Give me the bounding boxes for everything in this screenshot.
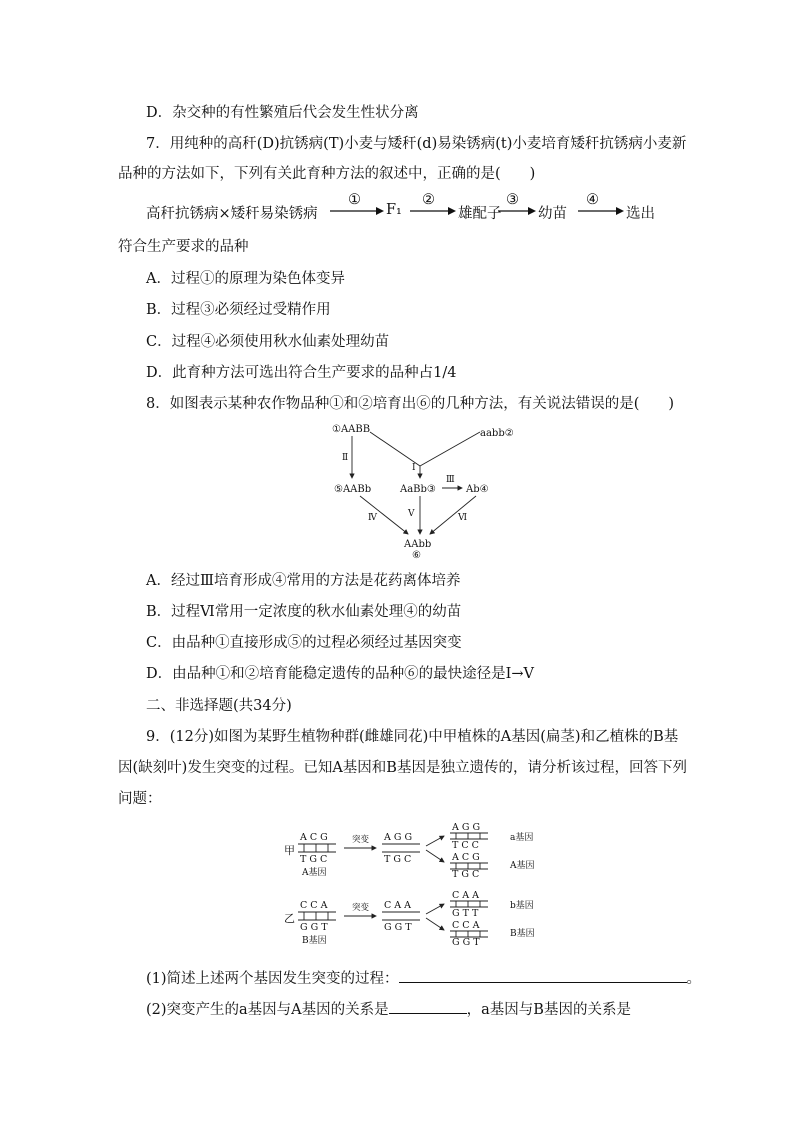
flow-select: 选出 <box>626 206 655 222</box>
q8-option-a: A．经过Ⅲ培育形成④常用的方法是花药离体培养 <box>146 573 461 589</box>
q9-sub1-end: 。 <box>686 971 702 987</box>
q7-breeding-flow <box>146 192 706 222</box>
b-r2-label: B基因 <box>510 929 535 939</box>
q9-mutation-diagram <box>284 818 554 952</box>
q8-breeding-diagram <box>330 420 530 560</box>
q7-stem-line2: 品种的方法如下，下列有关此育种方法的叙述中，正确的是( ) <box>118 166 536 182</box>
q8-option-b: B．过程Ⅵ常用一定浓度的秋水仙素处理④的幼苗 <box>146 604 462 620</box>
b-mut-top: C A A <box>384 900 412 911</box>
label-V: Ⅴ <box>408 509 415 519</box>
node-4: Ab④ <box>466 484 489 495</box>
q7-option-a: A．过程①的原理为染色体变异 <box>146 271 345 287</box>
flow-f1: F₁ <box>386 202 402 218</box>
b-r1-bottom: G T T <box>452 908 479 919</box>
q9-sub2 <box>146 999 631 1020</box>
a-orig-bottom: T G C <box>300 854 328 865</box>
q9-stem-line2: 因(缺刻叶)发生突变的过程。已知A基因和B基因是独立遗传的，请分析该过程，回答下列 <box>118 760 687 776</box>
a-r1-top: A G G <box>452 822 481 833</box>
a-orig-top: A C G <box>300 832 328 843</box>
b-orig-top: C C A <box>300 900 328 911</box>
a-mut-top: A G G <box>384 832 413 843</box>
q7-stem-line1: 7．用纯种的高秆(D)抗锈病(T)小麦与矮秆(d)易染锈病(t)小麦培育矮秆抗锈病小麦新 <box>146 136 687 152</box>
q9-sub2-text-b: ，a基因与B基因的关系是 <box>466 1002 631 1018</box>
node-3: AaBb③ <box>400 484 436 495</box>
mutation-label-b: 突变 <box>352 903 370 913</box>
flow-seedling: 幼苗 <box>538 206 567 222</box>
flow-step4-label: ④ <box>586 192 599 208</box>
q9-sub1 <box>146 968 701 989</box>
b-r2-bottom: G G T <box>452 937 480 948</box>
b-gene-label: B基因 <box>302 936 327 946</box>
a-mut-bottom: T G C <box>384 854 412 865</box>
q7-option-c: C．过程④必须使用秋水仙素处理幼苗 <box>146 334 390 350</box>
label-yi: 乙 <box>284 912 295 925</box>
flow-step2-label: ② <box>422 192 435 208</box>
node-5: ⑤AABb <box>334 484 372 495</box>
a-r1-label: a基因 <box>510 833 534 843</box>
flow-step1-label: ① <box>348 192 361 208</box>
q9-sub1-answer-blank[interactable] <box>399 968 687 983</box>
q8-stem: 8．如图表示某种农作物品种①和②培育出⑥的几种方法，有关说法错误的是( ) <box>146 396 675 412</box>
flow-step3-label: ③ <box>506 192 519 208</box>
q8-option-c: C．由品种①直接形成⑤的过程必须经过基因突变 <box>146 635 462 651</box>
q9-sub2-text-a: (2)突变产生的a基因与A基因的关系是 <box>146 1002 389 1018</box>
label-I: Ⅰ <box>412 463 416 473</box>
mutation-label-a: 突变 <box>352 835 370 845</box>
node-2: aabb② <box>480 428 514 439</box>
q9-sub2-answer-blank[interactable] <box>389 999 467 1014</box>
label-IV: Ⅳ <box>368 513 377 523</box>
label-VI: Ⅵ <box>458 513 468 523</box>
a-gene-label: A基因 <box>302 868 327 878</box>
q7-option-d: D．此育种方法可选出符合生产要求的品种占1/4 <box>146 365 457 381</box>
a-r2-bottom: T G C <box>452 869 480 880</box>
b-r1-top: C A A <box>452 890 480 901</box>
b-mut-bottom: G G T <box>384 922 412 933</box>
q6-option-d: D．杂交种的有性繁殖后代会发生性状分离 <box>146 105 419 121</box>
a-r2-top: A C G <box>452 852 480 863</box>
q7-option-b: B．过程③必须经过受精作用 <box>146 302 331 318</box>
node-6: AAbb <box>404 539 432 550</box>
q9-stem-line1: 9．(12分)如图为某野生植物种群(雌雄同花)中甲植株的A基因(扁茎)和乙植株的B基 <box>146 729 679 745</box>
node-1: ①AABB <box>332 424 371 435</box>
a-r1-bottom: T C C <box>452 840 479 851</box>
label-II: Ⅱ <box>342 453 349 463</box>
label-III: Ⅲ <box>446 475 455 485</box>
q9-stem-line3: 问题： <box>118 791 162 807</box>
a-r2-label: A基因 <box>510 861 535 871</box>
flow-gamete: 雄配子 <box>458 206 502 222</box>
b-orig-bottom: G G T <box>300 922 328 933</box>
label-jia: 甲 <box>284 844 295 857</box>
b-r1-label: b基因 <box>510 901 534 911</box>
section2-title: 二、非选择题(共34分) <box>146 698 292 714</box>
b-r2-top: C C A <box>452 920 480 931</box>
flow-start: 高秆抗锈病×矮秆易染锈病 <box>146 206 318 222</box>
node-6-mark: ⑥ <box>412 550 421 560</box>
q9-sub1-text: (1)简述上述两个基因发生突变的过程： <box>146 971 399 987</box>
q7-flow-line2: 符合生产要求的品种 <box>118 239 249 255</box>
q8-option-d: D．由品种①和②培育能稳定遗传的品种⑥的最快途径是Ⅰ→Ⅴ <box>146 666 534 682</box>
